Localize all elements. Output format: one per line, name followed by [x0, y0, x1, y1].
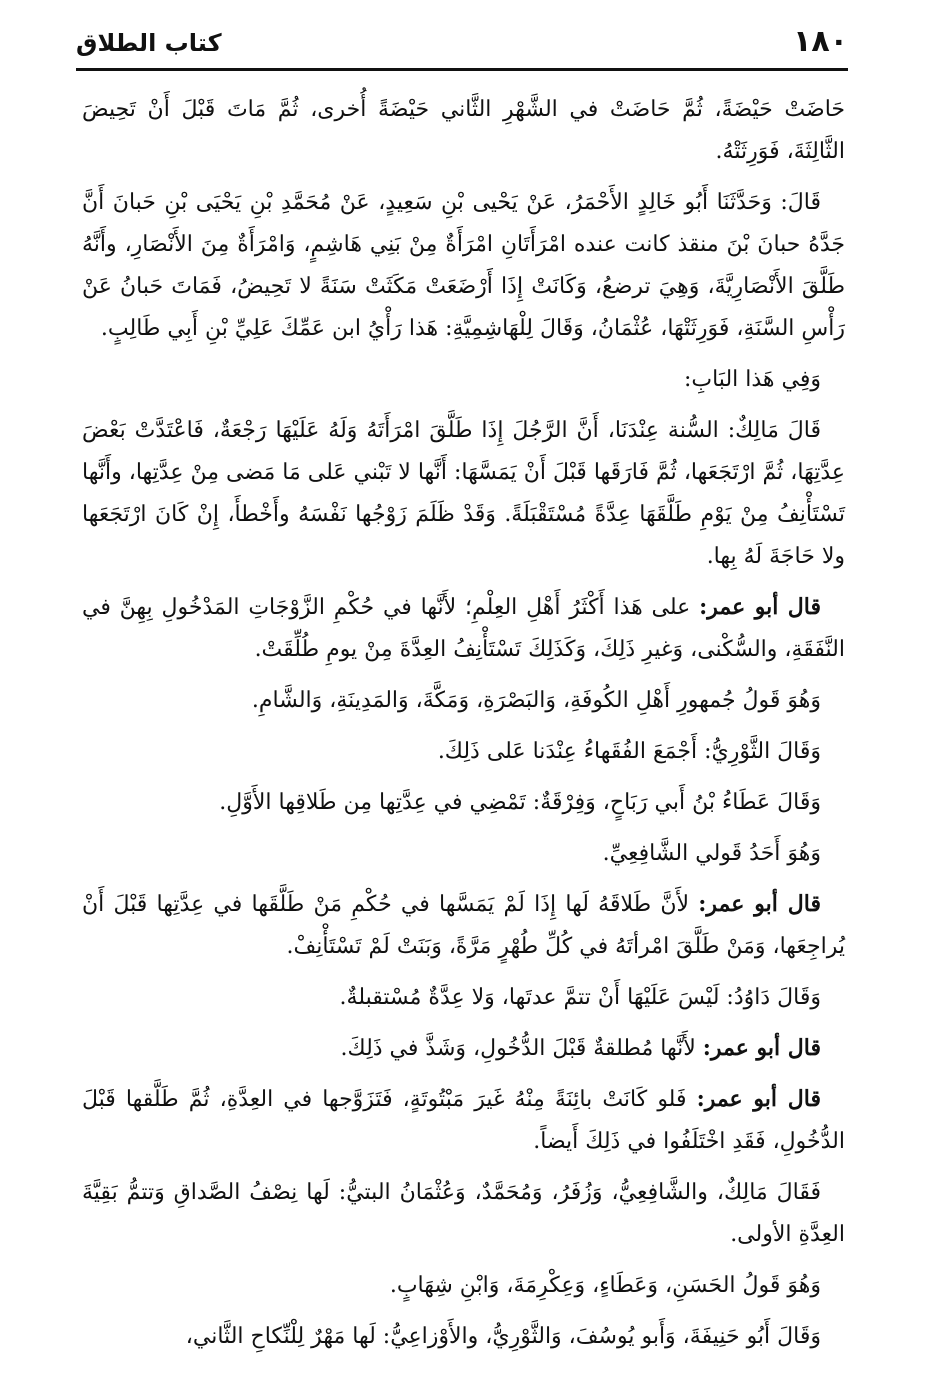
paragraph: [82, 181, 845, 350]
paragraph-text: وَهُوَ أَحَدُ قَولي الشَّافِعِيِّ.: [602, 841, 821, 866]
paragraph: [82, 1078, 845, 1163]
paragraph: [82, 781, 845, 824]
paragraph-text: فَلو كَانَتْ بائِنَةً مِنْهُ غَيرَ مَبْتُوتَةٍ، فَتَزَوَّجها في العِدَّةِ، ثُمَّ طَلَّقها قَبْلَ الدُّخُولِ، فَقَدِ اخْتَلَفُوا في ذَلِكَ أَيضاً.: [82, 1087, 845, 1154]
paragraph: [82, 409, 845, 578]
paragraph-text: على هَذا أَكْثَرُ أَهْلِ العِلْمِ؛ لأَنَّها في حُكْمِ الزَّوْجَاتِ المَدْخُولِ بِهِنَّ في النَّفَقَةِ، والسُّكْنى، وَغيرِ ذَلِكَ، وَكَذَلِكَ تَسْتَأْنِفُ العِدَّةَ مِنْ يومِ طُلِّقَتْ.: [82, 595, 845, 662]
header-rule: [76, 68, 848, 71]
paragraph: [82, 88, 845, 173]
paragraph-text: قَالَ: وَحَدَّثَنَا أَبُو خَالِدٍ الأَحْمَرُ، عَنْ يَحْيى بْنِ سَعِيدٍ، عَنْ مُحَمَّدِ بْنِ يَحْيَى بْنِ حَبانَ أَنَّ جَدَّهُ حبانَ بْنَ منقذ كانت عنده امْرَأَتَانِ امْرَأَةٌ مِنْ بَنِي هَاشِمٍ، وَامْرَأَةٌ مِنَ الأَنْصَارِ، وأَنَّهُ طَلَّقَ الأَنْصَارِيَّةَ، وَهِيَ ترضعُ، وَكَانَتْ إِذَا أَرْضَعَتْ مَكَثَتْ سَنَةً لا تَحِيضُ، فَمَاتَ حَبانُ عَنْ رَأْسِ السَّنَةِ، فَوَرِثَتْهَا، عُثْمَانُ، وَقَالَ لِلْهَاشِمِيَّةِ: هَذا رَأْيُ ابن عَمِّكَ عَلِيِّ بْنِ أَبِي طَالِبٍ.: [82, 190, 845, 341]
paragraph: [82, 1171, 845, 1256]
paragraph-text: فَقَالَ مَالِكٌ، والشَّافِعِيُّ، وَزُفَرُ، وَمُحَمَّدٌ، وَعُثْمَانُ البتيُّ: لَها نِصْفُ الصَّداقِ وَتتمُّ بَقِيَّةَ العِدَّةِ الأولى.: [82, 1180, 845, 1247]
paragraph-text: وَقَالَ الثَّوْرِيُّ: أَجْمَعَ الفُقَهاءُ عِنْدَنا عَلى ذَلِكَ.: [437, 739, 821, 764]
paragraph: [82, 1315, 845, 1358]
paragraph-text: وَهُوَ قَولُ جُمهورِ أَهْلِ الكُوفَةِ، وَالبَصْرَةِ، وَمَكَّةَ، وَالمَدِينَةِ، وَالشَّامِ.: [251, 688, 821, 713]
speaker-label: قال أبو عمر:: [696, 1086, 821, 1112]
paragraph: [82, 358, 845, 401]
speaker-label: قال أبو عمر:: [702, 1035, 821, 1061]
running-title: كتاب الطلاق: [76, 29, 222, 57]
paragraph-text: وَفِي هَذا البَابِ:: [683, 367, 821, 392]
page-number: ١٨٠: [793, 24, 848, 59]
paragraph: [82, 730, 845, 773]
page-body: [82, 88, 845, 1366]
paragraph: [82, 586, 845, 671]
paragraph-text: لأَنَّها مُطلقةٌ قَبْلَ الدُّخُولِ، وَشَذَّ في ذَلِكَ.: [340, 1036, 696, 1061]
paragraph-text: وَقَالَ دَاوُدُ: لَيْسَ عَلَيْهَا أَنْ تتمَّ عدتَها، وَلا عِدَّةٌ مُسْتقبلةٌ.: [339, 985, 821, 1010]
paragraph-text: وَقَالَ أَبُو حَنِيفَةَ، وَأَبو يُوسُفَ، وَالثَّوْرِيُّ، والأَوْزاعِيُّ: لَها مَهْرٌ لِلْنِّكاحِ الثَّاني،: [185, 1324, 821, 1349]
paragraph: [82, 832, 845, 875]
paragraph: [82, 679, 845, 722]
page-header: [76, 20, 848, 68]
paragraph: [82, 1264, 845, 1307]
speaker-label: قال أبو عمر:: [699, 594, 822, 620]
paragraph-text: حَاضَتْ حَيْضَةً، ثُمَّ حَاضَتْ في الشَّهْرِ الثَّاني حَيْضَةً أُخرى، ثُمَّ مَاتَ قَبْلَ أَنْ تَحِيضَ الثَّالِثَةَ، فَوَرِثَتْهُ.: [82, 97, 845, 164]
paragraph-text: وَقَالَ عَطَاءُ بْنُ أَبي رَبَاحٍ، وَفِرْقَةٌ: تَمْضِي في عِدَّتِها مِن طَلاقِها الأَوَّلِ.: [219, 790, 821, 815]
paragraph-text: وَهُوَ قَولُ الحَسَنِ، وَعَطَاءٍ، وَعِكْرِمَةَ، وَابْنِ شِهَابٍ.: [389, 1273, 821, 1298]
paragraph: [82, 976, 845, 1019]
paragraph-text: لأَنَّ طَلاقَهُ لَها إِذَا لَمْ يَمَسَّها في حُكْمِ مَنْ طَلَّقَها في عِدَّتِها قَبْلَ أَنْ يُراجِعَها، وَمَنْ طَلَّقَ امْرأتَهُ في كُلِّ طُهْرٍ مَرَّةً، وَبَنَتْ لَمْ تَسْتَأْنِفْ.: [82, 892, 845, 959]
paragraph: [82, 883, 845, 968]
paragraph-text: قَالَ مَالِكٌ: السُّنة عِنْدَنَا، أَنَّ الرَّجُلَ إِذَا طَلَّقَ امْرَأَتَهُ وَلَهُ عَلَيْهَا رَجْعَةٌ، فَاعْتَدَّتْ بَعْضَ عِدَّتِهَا، ثُمَّ ارْتَجَعَها، ثُمَّ فَارَقَها قَبْلَ أَنْ يَمَسَّهَا: أَنَّها لا تَبْني عَلى مَا مَضى مِنْ عِدَّتِها، وأَنَّها تَسْتَأْنِفُ مِنْ يَوْمِ طَلَّقَهَا عِدَّةً مُسْتَقْبَلَةً. وَقَدْ ظَلَمَ زَوْجُها نَفْسَهُ وأَخْطأَ، إِنْ كَانَ ارْتَجَعَها ولا حَاجَةَ لَهُ بِها.: [82, 418, 845, 569]
speaker-label: قال أبو عمر:: [698, 891, 821, 917]
paragraph: [82, 1027, 845, 1070]
